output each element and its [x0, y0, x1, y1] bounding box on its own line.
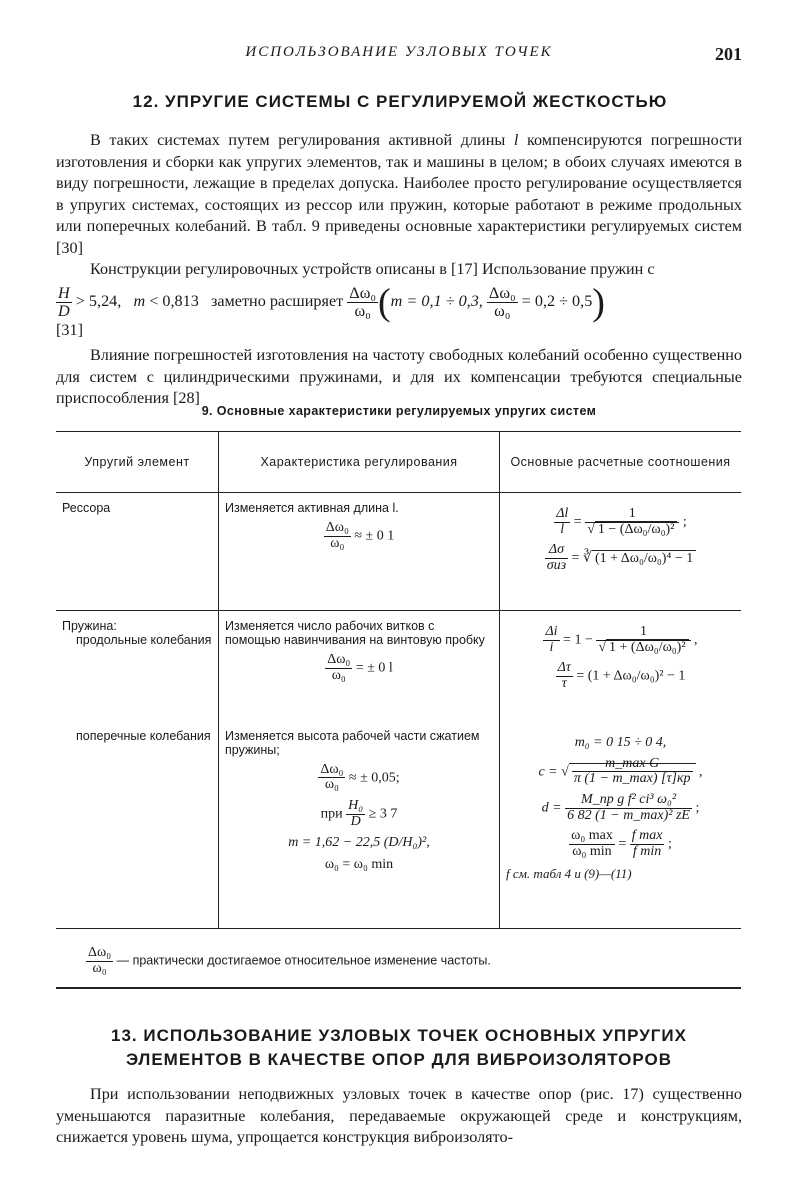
page-number: 201: [715, 44, 742, 64]
header-formulas: Основные расчетные соотношения: [500, 432, 742, 493]
table-bottom-rule: [56, 987, 741, 989]
table-row: [56, 721, 741, 929]
table-header-row: [56, 432, 741, 493]
section-13-title: 13. ИСПОЛЬЗОВАНИЕ УЗЛОВЫХ ТОЧЕК ОСНОВНЫХ УПРУГИХ ЭЛЕМЕНТОВ В КАЧЕСТВЕ ОПОР ДЛЯ ВИБРОИЗОЛЯТОРОВ: [111, 1026, 687, 1069]
cell-formulas: m₀ = 0 15 ÷ 0 4, c = √ $\frac{\text{m\_max G}}{\pi (1 - m\_\max) [\tau]кр}$ , d = $\frac{\text{M\_пр g f² ci³ ω₀²}}{\text{6 82 (1 − m\_max)² zE}}$ ; $\frac{\text{ω₀ max}}{\text{ω₀ min}}$ = $\frac{\text{f max}}{\text{f min}}$ ; f см. табл 4 и (9)—(11): [500, 721, 742, 929]
running-title: ИСПОЛЬЗОВАНИЕ УЗЛОВЫХ ТОЧЕК: [245, 44, 553, 60]
paragraph-3: Влияние погрешностей изготовления на частоту свободных колебаний особенно существенно для систем с цилиндрическими пружинами, и для их компенсации требуются специальные приспособления [28]: [56, 346, 742, 407]
formula-line: $\frac{H}{D}$ > 5,24, m < 0,813 заметно расширяет $\frac{\text{Δω₀}}{\text{ω₀}}$ (m = 0,1 ÷ 0,3, $\frac{\text{Δω₀}}{\text{ω₀}}$ = 0,2 ÷ 0,5): [58, 281, 605, 323]
cell-element: Пружина: продольные колебания: [62, 619, 212, 647]
section-12-title: 12. УПРУГИЕ СИСТЕМЫ С РЕГУЛИРУЕМОЙ ЖЕСТКОСТЬЮ: [132, 92, 668, 111]
section-12-body: [56, 130, 742, 410]
h-over-d: $\frac{H}{D}$: [58, 283, 70, 320]
ref-31: [31]: [56, 320, 83, 339]
table-footnote: $\frac{\text{Δω₀}}{\text{ω₀}}$ — практически достигаемое относительное изменение частоты.: [88, 945, 491, 976]
paragraph-2: Конструкции регулировочных устройств описаны в [17] Использование пружин с: [90, 260, 655, 278]
paragraph-1: В таких системах путем регулирования активной длины l компенсируются погрешности изготовления и сборки как упругих элементов, так и машины в целом; в обоих случаях имеются в виду погрешности, лежащие в пределах допуска. Наиболее просто регулирование осуществляется в упругих системах, состоящих из рессор или пружин, которые работают в режиме продольных или поперечных колебаний. В табл. 9 приведены основные характеристики регулируемых систем [30]: [56, 131, 742, 257]
table-caption: 9. Основные характеристики регулируемых упругих систем: [201, 404, 597, 418]
dw-over-w: $\frac{\text{Δω₀}}{\text{ω₀}}$: [349, 283, 376, 320]
paragraph-4: При использовании неподвижных узловых точек в качестве опор (рис. 17) существенно уменьшаются паразитные колебания, передаваемые окружающей среде и конструкциям, снижается уровень шума, упрощается конструкция виброизолято-: [56, 1085, 742, 1146]
cell-element: поперечные колебания: [56, 721, 219, 929]
spec-table: [56, 432, 741, 929]
cell-element: Рессора: [56, 493, 219, 611]
header-regulation: Характеристика регулирования: [219, 432, 500, 493]
cell-regulation: Изменяется число рабочих витков с помощью навинчивания на винтовую пробку $\frac{\text{Δω₀}}{\text{ω₀}}$ = ± 0 l: [219, 611, 500, 721]
dw-over-w-2: $\frac{\text{Δω₀}}{\text{ω₀}}$: [488, 283, 516, 320]
cell-formulas: $\frac{\Delta l}{l}$ = $\frac{1}{\text{√ 1 − (Δω₀/ω₀)²}}$ ; $\frac{\Delta\sigma}{\text{σиз}}$ = ∛ (1 + Δω₀/ω₀)⁴ − 1: [500, 493, 742, 611]
cell-regulation: Изменяется активная длина l. $\frac{\text{Δω₀}}{\text{ω₀}}$ ≈ ± 0 1: [219, 493, 500, 611]
table-row: [56, 493, 741, 611]
header-element: Упругий элемент: [56, 432, 219, 493]
cell-regulation: Изменяется высота рабочей части сжатием пружины; $\frac{\text{Δω₀}}{\text{ω₀}}$ ≈ ± 0,05; при $\frac{\text{H₀}}{D}$ ≥ 3 7 m = 1,62 − 22,5 (D/H₀)², ω₀ = ω₀ min: [219, 721, 500, 929]
cell-formulas: $\frac{\Delta i}{i}$ = 1 − $\frac{1}{\text{√ 1 + (Δω₀/ω₀)²}}$ , $\frac{\Delta\tau}{\tau}$ = (1 + Δω₀/ω₀)² − 1: [500, 611, 742, 721]
table-row: [56, 611, 741, 721]
section-13-body: [56, 1084, 742, 1149]
